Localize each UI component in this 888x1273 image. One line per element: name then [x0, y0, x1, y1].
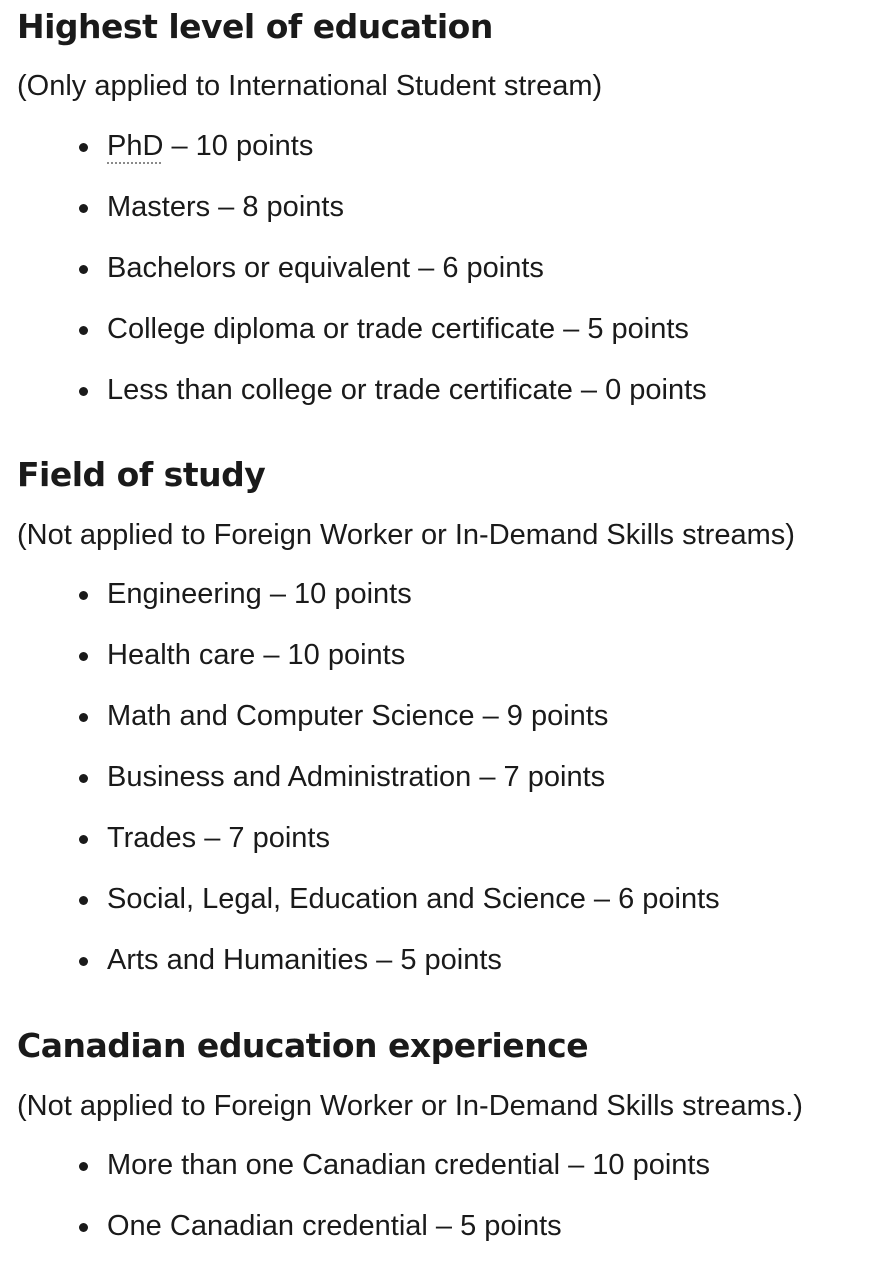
- list-item: [17, 702, 888, 763]
- list-item: [17, 824, 888, 885]
- list-item: [17, 193, 888, 254]
- section-note: (Not applied to Foreign Worker or In-Demand Skills streams): [17, 519, 795, 551]
- bullet-icon: [79, 387, 88, 396]
- bullet-icon: [79, 143, 88, 152]
- list-item-text: Health care – 10 points: [107, 639, 406, 671]
- list-item-text: – 10 points: [163, 130, 314, 162]
- bullet-icon: [79, 713, 88, 722]
- phd-abbreviation[interactable]: PhD: [107, 130, 164, 162]
- bullet-icon: [79, 1223, 88, 1232]
- bullet-icon: [79, 204, 88, 213]
- points-list: [17, 132, 888, 437]
- bullet-icon: [79, 591, 88, 600]
- list-item-text: One Canadian credential – 5 points: [107, 1210, 562, 1242]
- list-item: [17, 885, 888, 946]
- list-item-text: Social, Legal, Education and Science – 6 points: [107, 883, 720, 915]
- bullet-icon: [79, 1162, 88, 1171]
- points-list: [17, 580, 888, 1007]
- section-note: (Only applied to International Student stream): [17, 70, 603, 102]
- education-level-section: [17, 7, 888, 437]
- list-item-text: Math and Computer Science – 9 points: [107, 700, 609, 732]
- list-item: [17, 946, 888, 1007]
- bullet-icon: [79, 835, 88, 844]
- list-item-text: College diploma or trade certificate – 5 points: [107, 313, 689, 345]
- section-heading: Canadian education experience: [17, 1026, 589, 1065]
- list-item: [17, 315, 888, 376]
- list-item: [17, 1151, 888, 1212]
- list-item: [17, 132, 888, 193]
- list-item: [17, 1212, 888, 1273]
- list-item-text: More than one Canadian credential – 10 points: [107, 1149, 710, 1181]
- canadian-education-section: [17, 1026, 888, 1273]
- list-item-text: Engineering – 10 points: [107, 578, 412, 610]
- list-item-text: Trades – 7 points: [107, 822, 330, 854]
- bullet-icon: [79, 774, 88, 783]
- bullet-icon: [79, 326, 88, 335]
- section-heading: Highest level of education: [17, 7, 493, 46]
- list-item-text: Less than college or trade certificate – 0 points: [107, 374, 707, 406]
- list-item-text: Business and Administration – 7 points: [107, 761, 606, 793]
- section-note: (Not applied to Foreign Worker or In-Demand Skills streams.): [17, 1090, 803, 1122]
- bullet-icon: [79, 265, 88, 274]
- section-heading: Field of study: [17, 455, 266, 494]
- bullet-icon: [79, 896, 88, 905]
- list-item: [17, 254, 888, 315]
- list-item-text: Bachelors or equivalent – 6 points: [107, 252, 544, 284]
- points-list: [17, 1151, 888, 1273]
- list-item: [17, 580, 888, 641]
- list-item: [17, 641, 888, 702]
- list-item: [17, 376, 888, 437]
- list-item-text: Masters – 8 points: [107, 191, 344, 223]
- field-of-study-section: [17, 455, 888, 1007]
- list-item-text: Arts and Humanities – 5 points: [107, 944, 502, 976]
- bullet-icon: [79, 652, 88, 661]
- bullet-icon: [79, 957, 88, 966]
- list-item: [17, 763, 888, 824]
